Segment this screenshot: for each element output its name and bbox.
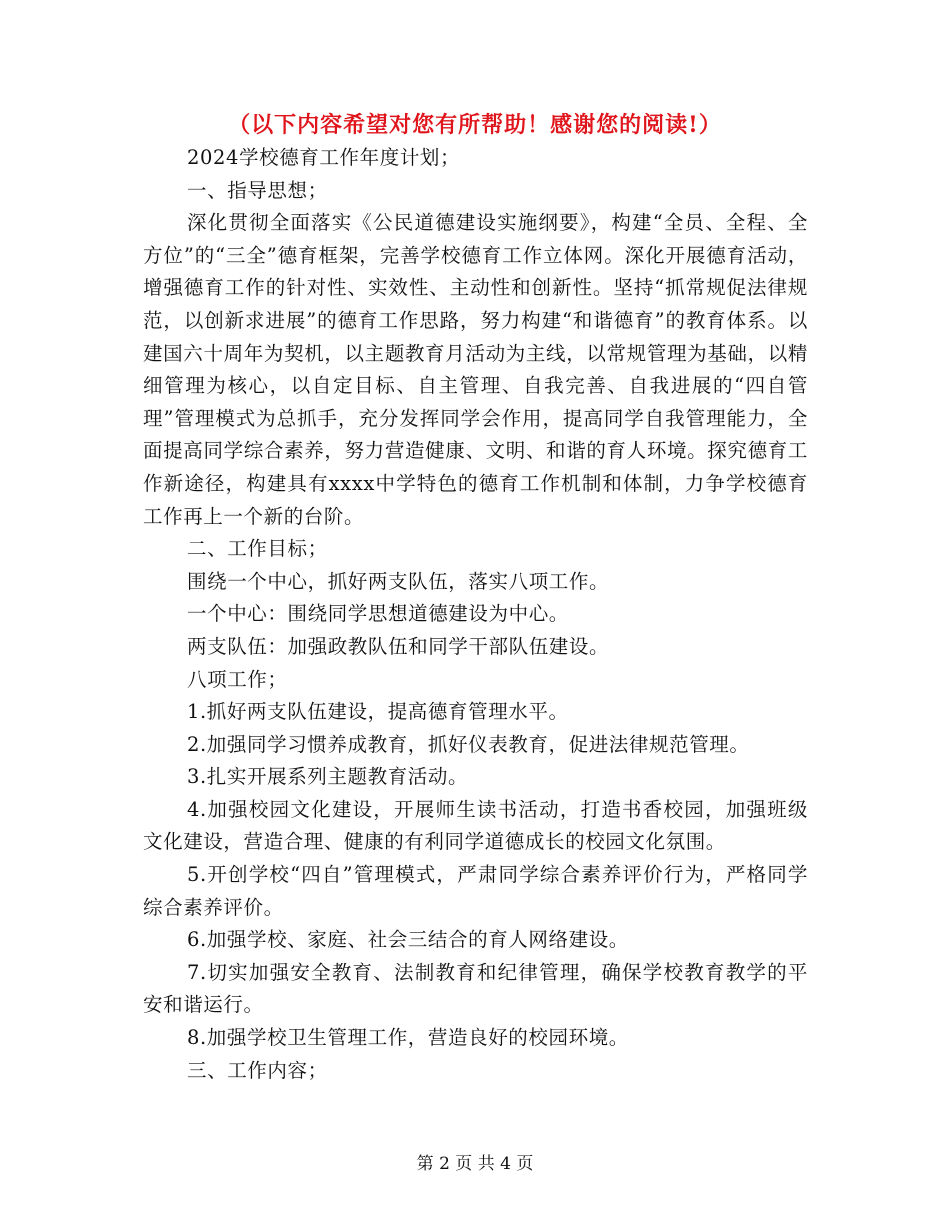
list-item: 7.切实加强安全教育、法制教育和纪律管理，确保学校教育教学的平安和谐运行。 — [143, 960, 808, 1017]
section-heading: 三、工作内容； — [187, 1058, 328, 1082]
list-item: 5.开创学校“四自”管理模式，严肃同学综合素养评价行为，严格同学综合素养评价。 — [143, 863, 808, 919]
paragraph: 一个中心：围绕同学思想道德建设为中心。 — [187, 602, 569, 626]
list-item: 6.加强学校、家庭、社会三结合的育人网络建设。 — [187, 928, 629, 952]
list-item: 8.加强学校卫生管理工作，营造良好的校园环境。 — [187, 1026, 629, 1050]
paragraph: 两支队伍：加强政教队伍和同学干部队伍建设。 — [187, 634, 610, 658]
list-item: 3.扎实开展系列主题教育活动。 — [187, 765, 469, 789]
document-body — [143, 142, 808, 1087]
list-item: 1.抓好两支队伍建设，提高德育管理水平。 — [187, 700, 569, 724]
page-footer: 第 2 页 共 4 页 — [416, 1154, 534, 1174]
list-item: 2.加强同学习惯养成教育，抓好仪表教育，促进法律规范管理。 — [187, 732, 750, 756]
document-title: 2024学校德育工作年度计划； — [187, 146, 461, 169]
section-heading: 一、指导思想； — [187, 178, 328, 202]
section-heading: 二、工作目标； — [187, 537, 328, 561]
banner-notice: （以下内容希望对您有所帮助！感谢您的阅读!） — [228, 112, 722, 138]
list-item: 4.加强校园文化建设，开展师生读书活动，打造书香校园，加强班级文化建设，营造合理、健康的有利同学道德成长的校园文化氛围。 — [143, 797, 808, 854]
paragraph: 深化贯彻全面落实《公民道德建设实施纲要》，构建“全员、全程、全方位”的“三全”德育框架，完善学校德育工作立体网。深化开展德育活动，增强德育工作的针对性、实效性、主动性和创新性。坚持“抓常规促法律规范，以创新求进展”的德育工作思路，努力构建“和谐德育”的教育体系。以建国六十周年为契机，以主题教育月活动为主线，以常规管理为基础，以精细管理为核心，以自定目标、自主管理、自我完善、自我进展的“四自管理”管理模式为总抓手，充分发挥同学会作用，提高同学自我管理能力，全面提高同学综合素养，努力营造健康、文明、和谐的育人环境。探究德育工作新途径，构建具有xxxx中学特色的德育工作机制和体制，力争学校德育工作再上一个新的台阶。 — [143, 211, 808, 528]
paragraph: 围绕一个中心，抓好两支队伍，落实八项工作。 — [187, 569, 610, 593]
paragraph: 八项工作； — [187, 667, 288, 691]
